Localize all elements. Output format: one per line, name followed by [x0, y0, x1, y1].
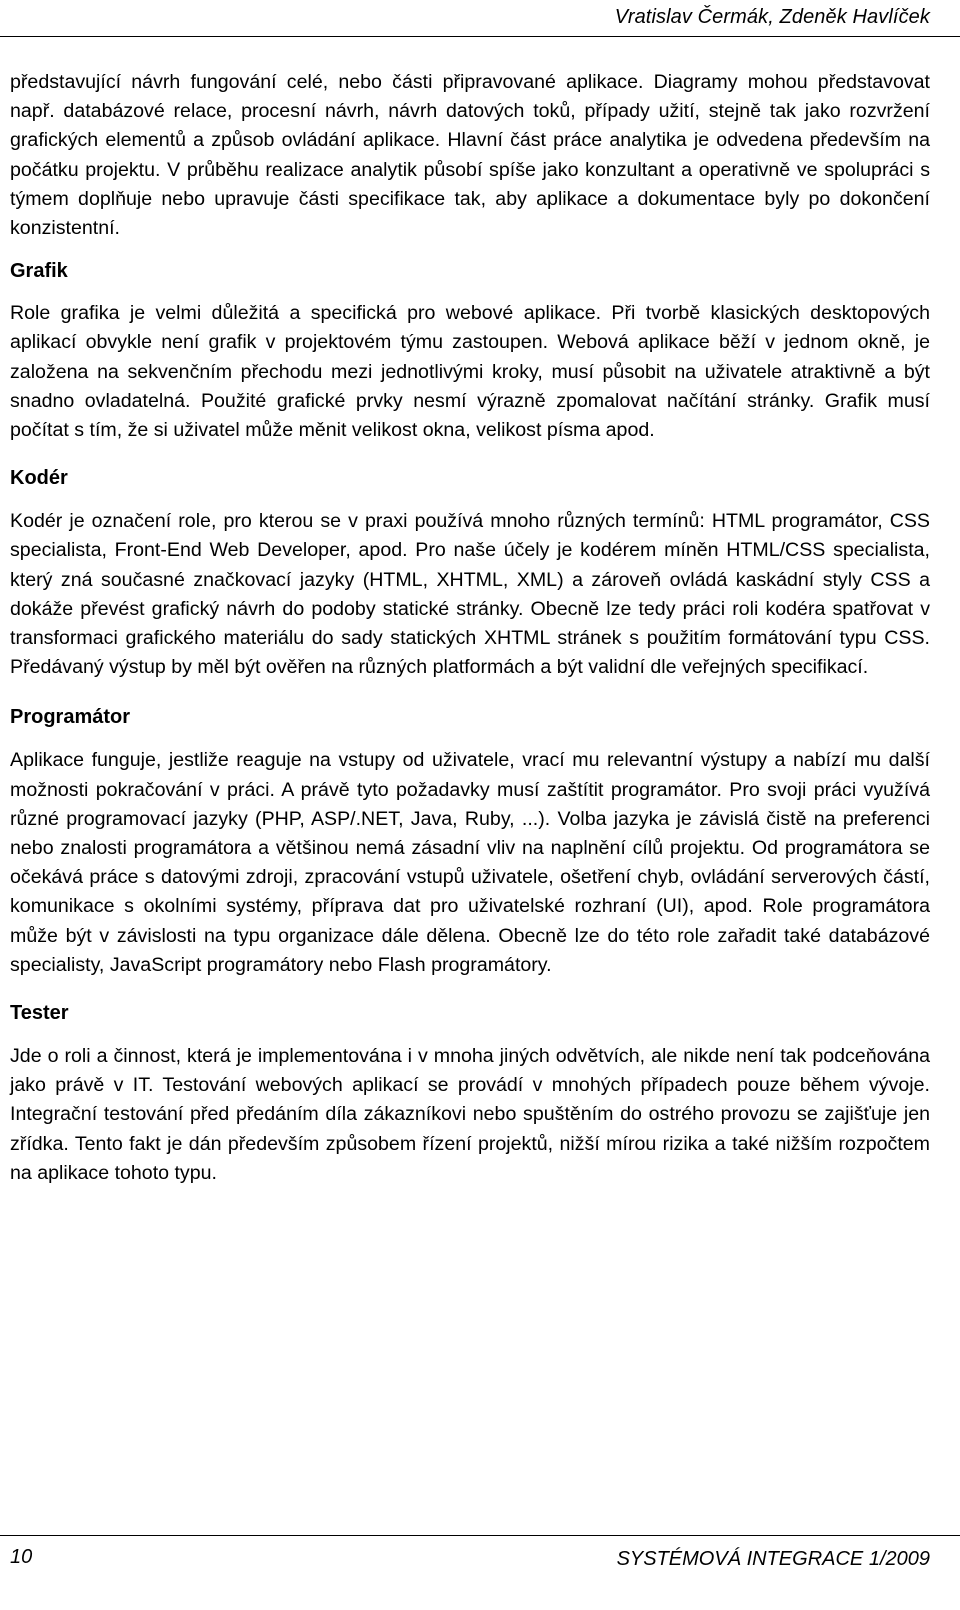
section-koder — [10, 463, 930, 682]
journal-title: SYSTÉMOVÁ INTEGRACE 1/2009 — [616, 1548, 930, 1570]
article-body — [10, 68, 930, 1188]
section-tester — [10, 998, 930, 1188]
section-grafik — [10, 256, 930, 445]
section-paragraph: Aplikace funguje, jestliže reaguje na vstupy od uživatele, vrací mu relevantní výstupy a nabízí mu další možnosti pokračování v práci. A právě tyto požadavky musí zaštítit programátor. Pro svoji práci využívá různé programovací jazyky (PHP, ASP/.NET, Java, Ruby, ...). Volba jazyka je závislá čistě na preferenci nebo znalosti programátora a většinou nemá zásadní vliv na naplnění cílů projektu. Od programátora se očekává práce s datovými zdroji, zpracování vstupů uživatele, ošetření chyb, ovládání serverových částí, komunikace s okolními systémy, příprava dat pro uživatelské rozhraní (UI), apod. Role programátora může být v závislosti na typu organizace dále dělena. Obecně lze do této role zařadit také databázové specialisty, JavaScript programátory nebo Flash programátory. — [10, 749, 930, 976]
section-programator — [10, 702, 930, 980]
page-number: 10 — [10, 1546, 33, 1568]
section-paragraph: Kodér je označení role, pro kterou se v praxi používá mnoho různých termínů: HTML programátor, CSS specialista, Front-End Web Developer, apod. Pro naše účely je kodérem míněn HTML/CSS specialista, který zná současné značkovací jazyky (HTML, XHTML, XML) a zároveň ovládá kaskádní styly CSS a dokáže převést grafický návrh do podoby statické stránky. Obecně lze tedy práci roli kodéra spatřovat v transformaci grafického materiálu do sady statických XHTML stránek s použitím formátování typu CSS. Předávaný výstup by měl být ověřen na různých platformách a být validní dle veřejných specifikací. — [10, 510, 930, 679]
section-heading: Programátor — [10, 706, 131, 729]
page-footer — [0, 1535, 960, 1610]
section-paragraph: Role grafika je velmi důležitá a specifická pro webové aplikace. Při tvorbě klasických desktopových aplikací obvykle není grafik v projektovém týmu zastoupen. Webová aplikace běží v jednom okně, je založena na sekvenčním přechodu mezi jednotlivými kroky, musí působit na uživatele atraktivně a být snadno ovladatelná. Použité grafické prvky nesmí výrazně zpomalovat načítání stránky. Grafik musí počítat s tím, že si uživatel může měnit velikost okna, velikost písma apod. — [10, 302, 930, 442]
section-paragraph: Jde o roli a činnost, která je implementována i v mnoha jiných odvětvích, ale nikde není tak podceňována jako právě v IT. Testování webových aplikací se provádí v mnohých případech pouze během vývoje. Integrační testování před předáním díla zákazníkovi nebo spuštěním do ostrého provozu se zajišťuje jen zřídka. Tento fakt je dán především způsobem řízení projektů, nižší mírou rizika a také nižším rozpočtem na aplikace tohoto typu. — [10, 1045, 930, 1184]
section-heading: Grafik — [10, 260, 68, 283]
intro-paragraph: představující návrh fungování celé, nebo části připravované aplikace. Diagramy mohou představovat např. databázové relace, procesní návrh, návrh datových toků, případy užití, stejně tak jako rozvržení grafických elementů a způsob ovládání aplikace. Hlavní část práce analytika je odvedena především na počátku projektu. V průběhu realizace analytik působí spíše jako konzultant a operativně ve spolupráci s týmem doplňuje nebo upravuje části specifikace tak, aby aplikace a dokumentace byly po dokončení konzistentní. — [10, 71, 930, 240]
page-header — [0, 0, 960, 37]
header-authors: Vratislav Čermák, Zdeněk Havlíček — [614, 6, 930, 28]
section-heading: Tester — [10, 1002, 69, 1025]
section-heading: Kodér — [10, 467, 68, 490]
